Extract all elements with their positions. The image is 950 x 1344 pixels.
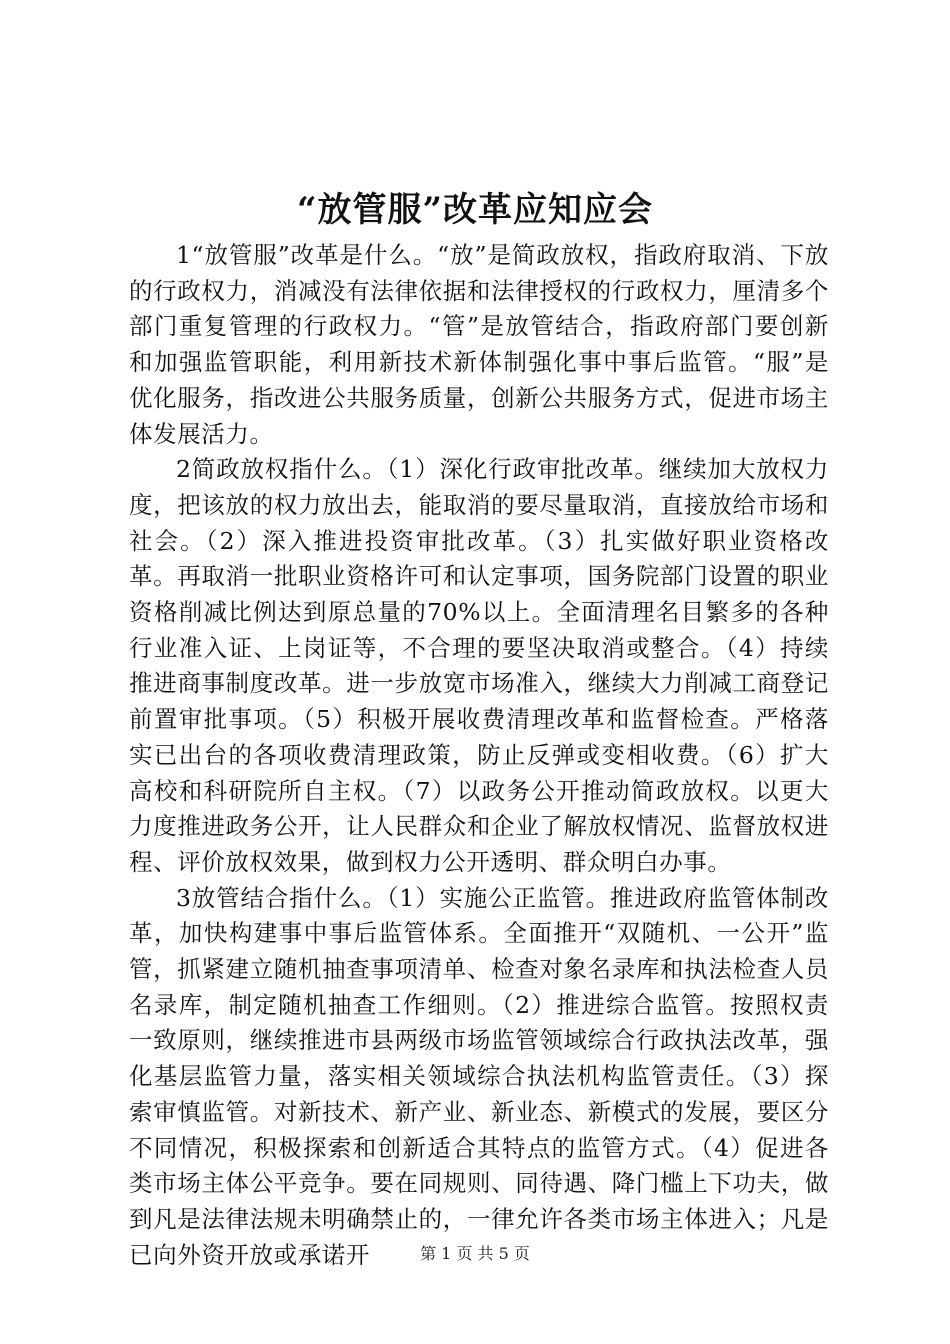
page-footer: 第 1 页 共 5 页 xyxy=(420,1244,530,1263)
document-body xyxy=(129,238,829,1273)
paragraph-3: 3放管结合指什么。（1）实施公正监管。推进政府监管体制改革，加快构建事中事后监管体系。全面推开“双随机、一公开”监管，抓紧建立随机抽查事项清单、检查对象名录库和执法检查人员名录库，制定随机抽查工作细则。（2）推进综合监管。按照权责一致原则，继续推进市县两级市场监管领域综合行政执法改革，强化基层监管力量，落实相关领域综合执法机构监管责任。（3）探索审慎监管。对新技术、新产业、新业态、新模式的发展，要区分不同情况，积极探索和创新适合其特点的监管方式。（4）促进各类市场主体公平竞争。要在同规则、同待遇、降门槛上下功夫，做到凡是法律法规未明确禁止的，一律允许各类市场主体进入；凡是已向外资开放或承诺开 xyxy=(129,883,829,1269)
paragraph-1: 1“放管服”改革是什么。“放”是简政放权，指政府取消、下放的行政权力，消减没有法律依据和法律授权的行政权力，厘清多个部门重复管理的行政权力。“管”是放管结合，指政府部门要创新和加强监管职能，利用新技术新体制强化事中事后监管。“服”是优化服务，指改进公共服务质量，创新公共服务方式，促进市场主体发展活力。 xyxy=(129,241,829,448)
document-title: “放管服”改革应知应会 xyxy=(296,190,654,230)
paragraph-2: 2简政放权指什么。（1）深化行政审批改革。继续加大放权力度，把该放的权力放出去，能取消的要尽量取消，直接放给市场和社会。（2）深入推进投资审批改革。（3）扎实做好职业资格改革。再取消一批职业资格许可和认定事项，国务院部门设置的职业资格削减比例达到原总量的70%以上。全面清理名目繁多的各种行业准入证、上岗证等，不合理的要坚决取消或整合。（4）持续推进商事制度改革。进一步放宽市场准入，继续大力削减工商登记前置审批事项。（5）积极开展收费清理改革和监督检查。严格落实已出台的各项收费清理政策，防止反弹或变相收费。（6）扩大高校和科研院所自主权。（7）以政务公开推动简政放权。以更大力度推进政务公开，让人民群众和企业了解放权情况、监督放权进程、评价放权效果，做到权力公开透明、群众明白办事。 xyxy=(129,455,829,876)
